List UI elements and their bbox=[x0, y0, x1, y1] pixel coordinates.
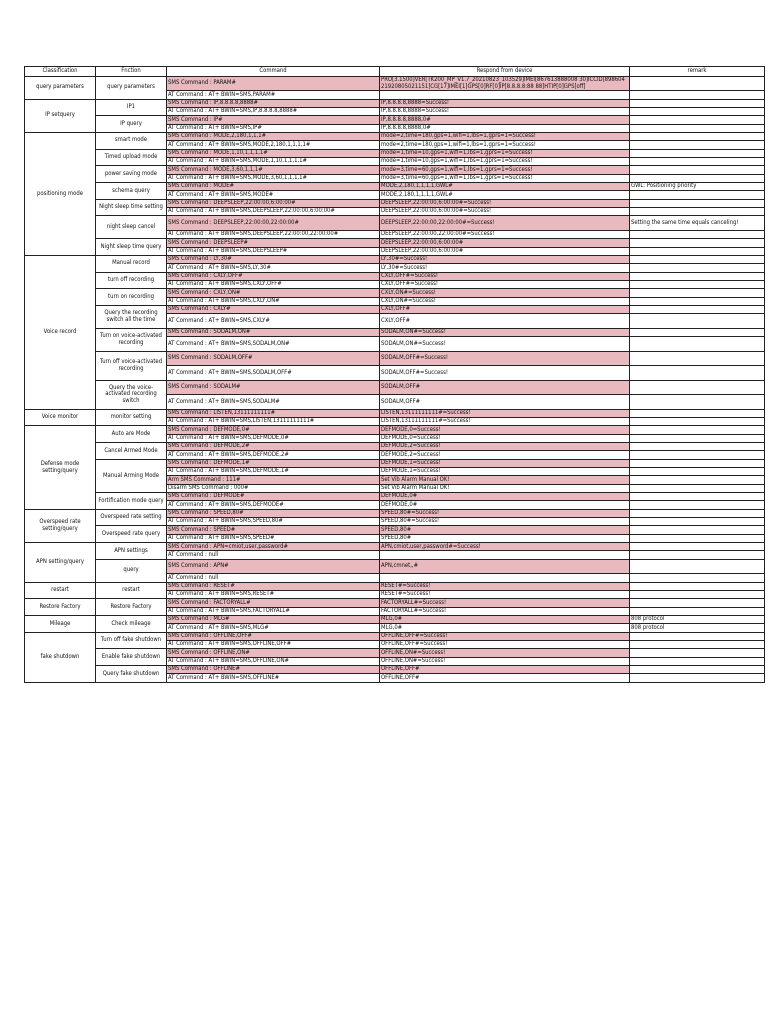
response-cell: IP,8.8.8.8,8888=Success! bbox=[380, 99, 630, 107]
response-cell: CXLY,OFF# bbox=[380, 314, 630, 329]
remark-cell bbox=[630, 351, 765, 366]
table-row bbox=[25, 459, 765, 467]
table-row bbox=[25, 99, 765, 107]
command-cell: AT Command : AT+ BWIN=SMS,CXLY,OFF# bbox=[167, 280, 380, 288]
table-row bbox=[25, 632, 765, 640]
classification-cell: Defense mode setting/query bbox=[25, 426, 96, 509]
remark-cell bbox=[630, 239, 765, 247]
table-row bbox=[25, 616, 765, 624]
remark-cell bbox=[630, 501, 765, 509]
remark-cell bbox=[630, 518, 765, 526]
command-cell: SMS Command : MODE,1,10,1,1,1,1# bbox=[167, 149, 380, 157]
remark-cell bbox=[630, 280, 765, 288]
response-cell: MODE,2,180,1,1,1,1,GWL# bbox=[380, 182, 630, 190]
response-cell: MODE,2,180,1,1,1,1,GWL# bbox=[380, 191, 630, 199]
command-cell: AT Command : AT+ BWIN=SMS,IP,8.8.8.8,8888# bbox=[167, 107, 380, 115]
remark-cell bbox=[630, 451, 765, 459]
table-row bbox=[25, 409, 765, 417]
function-cell: Query the recording switch all the time bbox=[96, 305, 167, 328]
response-cell: SODALM,OFF# bbox=[380, 395, 630, 410]
remark-cell bbox=[630, 132, 765, 140]
response-cell: MLG,0# bbox=[380, 624, 630, 632]
response-cell: mode=3,time=60,gps=1,wifi=1,lbs=1,gprs=1=Success! bbox=[380, 166, 630, 174]
command-cell: SMS Command : DEFMODE,0# bbox=[167, 426, 380, 434]
response-cell: FACTORYALL#=Success! bbox=[380, 607, 630, 615]
command-cell: AT Command : AT+ BWIN=SMS,SPEED,80# bbox=[167, 518, 380, 526]
remark-cell bbox=[630, 674, 765, 682]
function-cell: APN settings bbox=[96, 543, 167, 560]
function-cell: Overspeed rate setting bbox=[96, 509, 167, 526]
response-cell: DEEPSLEEP,22:00:00,22:00:00#=Success! bbox=[380, 216, 630, 231]
command-cell: AT Command : AT+ BWIN=SMS,CXLY# bbox=[167, 314, 380, 329]
command-table bbox=[24, 66, 765, 683]
command-cell: SMS Command : IP,8.8.8.8,8888# bbox=[167, 99, 380, 107]
function-cell: Manual record bbox=[96, 255, 167, 272]
command-cell: SMS Command : SODALM,ON# bbox=[167, 328, 380, 336]
command-cell: AT Command : AT+ BWIN=SMS,PARAM# bbox=[167, 91, 380, 99]
response-cell: DEFMODE,2=Success! bbox=[380, 451, 630, 459]
function-cell: monitor setting bbox=[96, 409, 167, 426]
response-cell: CXLY,OFF#=Success! bbox=[380, 280, 630, 288]
remark-cell bbox=[630, 484, 765, 492]
response-cell: LISTEN,13111111111#=Success! bbox=[380, 409, 630, 417]
remark-cell bbox=[630, 434, 765, 442]
command-cell: SMS Command : IP# bbox=[167, 116, 380, 124]
remark-cell bbox=[630, 526, 765, 534]
command-cell: AT Command : null bbox=[167, 551, 380, 559]
remark-cell bbox=[630, 77, 765, 91]
classification-cell: Overspeed rate setting/query bbox=[25, 509, 96, 542]
command-cell: SMS Command : DEFMODE,2# bbox=[167, 443, 380, 451]
header-remark: remark bbox=[630, 67, 765, 77]
response-cell: mode=3,time=60,gps=1,wifi=1,lbs=1,gprs=1=Success! bbox=[380, 174, 630, 182]
command-cell: AT Command : AT+ BWIN=SMS,DEEPSLEEP,22:00:00,22:00:00# bbox=[167, 230, 380, 238]
command-cell: AT Command : AT+ BWIN=SMS,OFFLINE,ON# bbox=[167, 657, 380, 665]
response-cell: IP,8.8.8.8,8888,0# bbox=[380, 124, 630, 132]
table-row bbox=[25, 328, 765, 336]
table-row bbox=[25, 559, 765, 574]
remark-cell bbox=[630, 599, 765, 607]
response-cell: OFFLINE,OFF#=Success! bbox=[380, 641, 630, 649]
response-cell: mode=2,time=180,gps=1,wifi=1,lbs=1,gprs=1=Success! bbox=[380, 141, 630, 149]
command-cell: SMS Command : DEEPSLEEP# bbox=[167, 239, 380, 247]
response-cell: LISTEN,13111111111#=Success! bbox=[380, 417, 630, 425]
response-cell: MLG,0# bbox=[380, 616, 630, 624]
remark-cell bbox=[630, 417, 765, 425]
remark-cell bbox=[630, 395, 765, 410]
response-cell: DEEPSLEEP,22:00:00,6:00:00# bbox=[380, 247, 630, 255]
function-cell: Turn off voice-activated recording bbox=[96, 351, 167, 380]
command-cell: AT Command : AT+ BWIN=SMS,MODE,3,60,1,1,1,1# bbox=[167, 174, 380, 182]
remark-cell bbox=[630, 380, 765, 395]
remark-cell bbox=[630, 632, 765, 640]
table-row bbox=[25, 351, 765, 366]
remark-cell bbox=[630, 607, 765, 615]
command-cell: SMS Command : APN# bbox=[167, 559, 380, 574]
classification-cell: positioning mode bbox=[25, 132, 96, 255]
command-cell: AT Command : AT+ BWIN=SMS,SPEED# bbox=[167, 534, 380, 542]
response-cell: SODALM,OFF#=Success! bbox=[380, 366, 630, 381]
table-row bbox=[25, 182, 765, 190]
response-cell: DEFMODE,0# bbox=[380, 501, 630, 509]
response-cell: DEFMODE,0# bbox=[380, 493, 630, 501]
response-cell: Set Vib Alarm Manual OK! bbox=[380, 484, 630, 492]
remark-cell bbox=[630, 208, 765, 216]
table-row bbox=[25, 426, 765, 434]
remark-cell bbox=[630, 591, 765, 599]
table-row bbox=[25, 666, 765, 674]
command-cell: SMS Command : OFFLINE# bbox=[167, 666, 380, 674]
command-cell: SMS Command : SODALM# bbox=[167, 380, 380, 395]
remark-cell bbox=[630, 509, 765, 517]
remark-cell bbox=[630, 174, 765, 182]
response-cell: DEFMODE,0=Success! bbox=[380, 434, 630, 442]
response-cell: DEFMODE,0=Success! bbox=[380, 426, 630, 434]
remark-cell bbox=[630, 149, 765, 157]
command-cell: Arm SMS Command : 111# bbox=[167, 476, 380, 484]
function-cell: Auto are Mode bbox=[96, 426, 167, 443]
response-cell: SODALM,OFF#=Success! bbox=[380, 351, 630, 366]
response-cell: DEEPSLEEP,22:00:00,6:00:00# bbox=[380, 239, 630, 247]
command-cell: SMS Command : LISTEN,13111111111# bbox=[167, 409, 380, 417]
response-cell: SPEED,80#=Success! bbox=[380, 509, 630, 517]
response-cell: DEEPSLEEP,22:00:00,22:00:00#=Success! bbox=[380, 230, 630, 238]
command-cell: SMS Command : DEFMODE# bbox=[167, 493, 380, 501]
remark-cell bbox=[630, 255, 765, 263]
command-cell: AT Command : AT+ BWIN=SMS,LY,30# bbox=[167, 264, 380, 272]
command-cell: SMS Command : DEEPSLEEP,22:00:00,22:00:00# bbox=[167, 216, 380, 231]
command-cell: SMS Command : OFFLINE,OFF# bbox=[167, 632, 380, 640]
table-row bbox=[25, 582, 765, 590]
remark-cell bbox=[630, 409, 765, 417]
header-classification: Classification bbox=[25, 67, 96, 77]
classification-cell: APN setting/query bbox=[25, 543, 96, 583]
command-cell: SMS Command : SODALM,OFF# bbox=[167, 351, 380, 366]
response-cell: CXLY,ON#=Success! bbox=[380, 297, 630, 305]
remark-cell bbox=[630, 230, 765, 238]
command-cell: AT Command : null bbox=[167, 574, 380, 582]
response-cell: APN,cmnet,,# bbox=[380, 559, 630, 574]
response-cell: SPEED,80# bbox=[380, 534, 630, 542]
command-cell: AT Command : AT+ BWIN=SMS,SODALM,ON# bbox=[167, 337, 380, 352]
response-cell: IP,8.8.8.8,8888,0# bbox=[380, 116, 630, 124]
table-row bbox=[25, 443, 765, 451]
remark-cell bbox=[630, 107, 765, 115]
response-cell: OFFLINE,ON#=Success! bbox=[380, 649, 630, 657]
table-row bbox=[25, 255, 765, 263]
table-row bbox=[25, 543, 765, 551]
command-cell: AT Command : AT+ BWIN=SMS,RESET# bbox=[167, 591, 380, 599]
response-cell: RESET#=Success! bbox=[380, 582, 630, 590]
function-cell: schema query bbox=[96, 182, 167, 199]
response-cell: mode=2,time=180,gps=1,wifi=1,lbs=1,gprs=1=Success! bbox=[380, 132, 630, 140]
function-cell: Night sleep time setting bbox=[96, 199, 167, 216]
remark-cell: GWL: Positioning priority bbox=[630, 182, 765, 190]
table-row bbox=[25, 649, 765, 657]
table-row bbox=[25, 305, 765, 313]
command-cell: SMS Command : CXLY# bbox=[167, 305, 380, 313]
command-cell: AT Command : AT+ BWIN=SMS,MODE# bbox=[167, 191, 380, 199]
command-cell: AT Command : AT+ BWIN=SMS,MODE,2,180,1,1,1,1# bbox=[167, 141, 380, 149]
remark-cell bbox=[630, 366, 765, 381]
command-cell: AT Command : AT+ BWIN=SMS,DEFMODE,1# bbox=[167, 468, 380, 476]
function-cell: turn off recording bbox=[96, 272, 167, 289]
response-cell: LY,30#=Success! bbox=[380, 264, 630, 272]
command-cell: SMS Command : MLG# bbox=[167, 616, 380, 624]
table-row bbox=[25, 239, 765, 247]
command-cell: SMS Command : SPEED,80# bbox=[167, 509, 380, 517]
remark-cell bbox=[630, 166, 765, 174]
remark-cell bbox=[630, 459, 765, 467]
remark-cell bbox=[630, 543, 765, 551]
command-cell: AT Command : AT+ BWIN=SMS,SODALM,OFF# bbox=[167, 366, 380, 381]
function-cell: power saving mode bbox=[96, 166, 167, 183]
command-cell: AT Command : AT+ BWIN=SMS,LISTEN,13111111111# bbox=[167, 417, 380, 425]
response-cell: FACTORYALL#=Success! bbox=[380, 599, 630, 607]
response-cell: LY,30#=Success! bbox=[380, 255, 630, 263]
command-cell: AT Command : AT+ BWIN=SMS,CXLY,ON# bbox=[167, 297, 380, 305]
command-cell: SMS Command : CXLY,ON# bbox=[167, 289, 380, 297]
response-cell: SODALM,ON#=Success! bbox=[380, 328, 630, 336]
classification-cell: restart bbox=[25, 582, 96, 599]
table-row bbox=[25, 599, 765, 607]
remark-cell bbox=[630, 305, 765, 313]
command-cell: AT Command : AT+ BWIN=SMS,IP# bbox=[167, 124, 380, 132]
remark-cell bbox=[630, 99, 765, 107]
function-cell: Query the voice-activated recording switch bbox=[96, 380, 167, 409]
response-cell: IP,8.8.8.8,8888=Success! bbox=[380, 107, 630, 115]
command-cell: AT Command : AT+ BWIN=SMS,DEFMODE# bbox=[167, 501, 380, 509]
table-row bbox=[25, 77, 765, 91]
response-cell: OFFLINE,ON#=Success! bbox=[380, 657, 630, 665]
table-row bbox=[25, 526, 765, 534]
remark-cell bbox=[630, 426, 765, 434]
response-cell bbox=[380, 574, 630, 582]
header-row bbox=[25, 67, 765, 77]
remark-cell bbox=[630, 649, 765, 657]
remark-cell bbox=[630, 141, 765, 149]
function-cell: Query fake shutdown bbox=[96, 666, 167, 683]
remark-cell: 808 protocol bbox=[630, 624, 765, 632]
command-cell: SMS Command : OFFLINE,ON# bbox=[167, 649, 380, 657]
command-cell: SMS Command : DEFMODE,1# bbox=[167, 459, 380, 467]
command-cell: AT Command : AT+ BWIN=SMS,OFFLINE,OFF# bbox=[167, 641, 380, 649]
response-cell: SPEED,80# bbox=[380, 526, 630, 534]
remark-cell bbox=[630, 272, 765, 280]
response-cell: DEFMODE,2=Success! bbox=[380, 443, 630, 451]
command-cell: AT Command : AT+ BWIN=SMS,SODALM# bbox=[167, 395, 380, 410]
command-cell: SMS Command : PARAM# bbox=[167, 77, 380, 91]
response-cell: SODALM,ON#=Success! bbox=[380, 337, 630, 352]
response-cell: DEFMODE,1=Success! bbox=[380, 459, 630, 467]
remark-cell bbox=[630, 551, 765, 559]
response-cell: DEEPSLEEP,22:00:00,6:00:00#=Success! bbox=[380, 199, 630, 207]
function-cell: Overspeed rate query bbox=[96, 526, 167, 543]
table-body bbox=[25, 77, 765, 683]
remark-cell bbox=[630, 559, 765, 574]
remark-cell bbox=[630, 443, 765, 451]
table-row bbox=[25, 380, 765, 395]
function-cell: IP1 bbox=[96, 99, 167, 116]
command-cell: SMS Command : RESET# bbox=[167, 582, 380, 590]
remark-cell bbox=[630, 116, 765, 124]
remark-cell bbox=[630, 157, 765, 165]
function-cell: Check mileage bbox=[96, 616, 167, 633]
table-row bbox=[25, 132, 765, 140]
response-cell: CXLY,OFF#=Success! bbox=[380, 272, 630, 280]
table-row bbox=[25, 149, 765, 157]
function-cell: Restore Factory bbox=[96, 599, 167, 616]
command-cell: SMS Command : MODE,2,180,1,1,1# bbox=[167, 132, 380, 140]
response-cell: mode=1,time=10,gps=1,wifi=1,lbs=1,gprs=1=Success! bbox=[380, 149, 630, 157]
response-cell: CXLY,OFF# bbox=[380, 305, 630, 313]
function-cell: Fortification mode query bbox=[96, 493, 167, 510]
function-cell: query parameters bbox=[96, 77, 167, 100]
function-cell: turn on recording bbox=[96, 289, 167, 306]
function-cell: restart bbox=[96, 582, 167, 599]
table-row bbox=[25, 199, 765, 207]
response-cell: Set Vib Alarm Manual OK! bbox=[380, 476, 630, 484]
command-cell: SMS Command : LY,30# bbox=[167, 255, 380, 263]
function-cell: smart mode bbox=[96, 132, 167, 149]
table-row bbox=[25, 116, 765, 124]
command-cell: AT Command : AT+ BWIN=SMS,DEEPSLEEP# bbox=[167, 247, 380, 255]
table-row bbox=[25, 272, 765, 280]
remark-cell bbox=[630, 582, 765, 590]
function-cell: Turn on voice-activated recording bbox=[96, 328, 167, 351]
table-row bbox=[25, 509, 765, 517]
command-cell: SMS Command : CXLY,OFF# bbox=[167, 272, 380, 280]
remark-cell bbox=[630, 297, 765, 305]
remark-cell bbox=[630, 264, 765, 272]
classification-cell: query parameters bbox=[25, 77, 96, 100]
remark-cell bbox=[630, 641, 765, 649]
response-cell: mode=1,time=10,gps=1,wifi=1,lbs=1,gprs=1=Success! bbox=[380, 157, 630, 165]
response-cell: DEEPSLEEP,22:00:00,6:00:00#=Success! bbox=[380, 208, 630, 216]
remark-cell bbox=[630, 247, 765, 255]
remark-cell bbox=[630, 91, 765, 99]
table-row bbox=[25, 166, 765, 174]
remark-cell bbox=[630, 493, 765, 501]
response-cell: CXLY,ON#=Success! bbox=[380, 289, 630, 297]
classification-cell: Restore Factory bbox=[25, 599, 96, 616]
command-cell: AT Command : AT+ BWIN=SMS,DEEPSLEEP,22:00:00,6:00:00# bbox=[167, 208, 380, 216]
remark-cell bbox=[630, 666, 765, 674]
remark-cell bbox=[630, 657, 765, 665]
function-cell: Timed upload mode bbox=[96, 149, 167, 166]
command-cell: AT Command : AT+ BWIN=SMS,DEFMODE,0# bbox=[167, 434, 380, 442]
command-cell: AT Command : AT+ BWIN=SMS,DEFMODE,2# bbox=[167, 451, 380, 459]
response-cell bbox=[380, 551, 630, 559]
function-cell: Turn off fake shutdown bbox=[96, 632, 167, 649]
function-cell: Night sleep time query bbox=[96, 239, 167, 256]
table-row bbox=[25, 493, 765, 501]
response-cell: OFFLINE,OFF# bbox=[380, 674, 630, 682]
command-cell: SMS Command : APN=cmiot,user,password# bbox=[167, 543, 380, 551]
table-row bbox=[25, 216, 765, 231]
classification-cell: Voice record bbox=[25, 255, 96, 409]
response-cell: SODALM,OFF# bbox=[380, 380, 630, 395]
function-cell: Cancel Armed Mode bbox=[96, 443, 167, 460]
command-cell: SMS Command : DEEPSLEEP,22:00:00,6:00:00# bbox=[167, 199, 380, 207]
remark-cell bbox=[630, 199, 765, 207]
header-function: Fnction bbox=[96, 67, 167, 77]
remark-cell bbox=[630, 191, 765, 199]
remark-cell bbox=[630, 289, 765, 297]
response-cell: OFFLINE,OFF#=Success! bbox=[380, 632, 630, 640]
command-cell: SMS Command : MODE# bbox=[167, 182, 380, 190]
remark-cell bbox=[630, 468, 765, 476]
remark-cell: Setting the same time equals canceling! bbox=[630, 216, 765, 231]
response-cell: PRO[3.1500]VER[TK200_MP_V1.7_20210823_103529]IMEI[867613888008 30]ICCID[89860421920805021151]CG[17]IMEI[1]GPS[0]RF[0]IP[8.8.8.8:88 88]HTIP[0]GPS[off] bbox=[380, 77, 630, 91]
function-cell: IP query bbox=[96, 116, 167, 133]
remark-cell bbox=[630, 476, 765, 484]
remark-cell bbox=[630, 574, 765, 582]
function-cell: night sleep cancel bbox=[96, 216, 167, 239]
remark-cell bbox=[630, 534, 765, 542]
command-cell: Disarm SMS Command : 000# bbox=[167, 484, 380, 492]
table-row bbox=[25, 289, 765, 297]
remark-cell bbox=[630, 328, 765, 336]
header-response: Respond from device bbox=[380, 67, 630, 77]
response-cell: DEFMODE,1=Success! bbox=[380, 468, 630, 476]
function-cell: Enable fake shutdown bbox=[96, 649, 167, 666]
function-cell: query bbox=[96, 559, 167, 582]
command-cell: SMS Command : SPEED# bbox=[167, 526, 380, 534]
remark-cell bbox=[630, 337, 765, 352]
command-cell: AT Command : AT+ BWIN=SMS,FACTORYALL# bbox=[167, 607, 380, 615]
classification-cell: IP setquery bbox=[25, 99, 96, 132]
command-cell: AT Command : AT+ BWIN=SMS,OFFLINE# bbox=[167, 674, 380, 682]
response-cell: SPEED,80#=Success! bbox=[380, 518, 630, 526]
function-cell: Manual Arming Mode bbox=[96, 459, 167, 492]
command-cell: AT Command : AT+ BWIN=SMS,MODE,1,10,1,1,1,1# bbox=[167, 157, 380, 165]
response-cell: APN,cmiot,user,password#=Success! bbox=[380, 543, 630, 551]
command-cell: SMS Command : MODE,3,60,1,1,1# bbox=[167, 166, 380, 174]
classification-cell: Mileage bbox=[25, 616, 96, 633]
command-cell: AT Command : AT+ BWIN=SMS,MLG# bbox=[167, 624, 380, 632]
response-cell bbox=[380, 91, 630, 99]
command-cell: SMS Command : FACTORYALL# bbox=[167, 599, 380, 607]
response-cell: OFFLINE,OFF# bbox=[380, 666, 630, 674]
remark-cell: 808 protocol bbox=[630, 616, 765, 624]
classification-cell: fake shutdown bbox=[25, 632, 96, 682]
response-cell: RESET#=Success! bbox=[380, 591, 630, 599]
classification-cell: Voice monitor bbox=[25, 409, 96, 426]
header-command: Command bbox=[167, 67, 380, 77]
remark-cell bbox=[630, 314, 765, 329]
remark-cell bbox=[630, 124, 765, 132]
